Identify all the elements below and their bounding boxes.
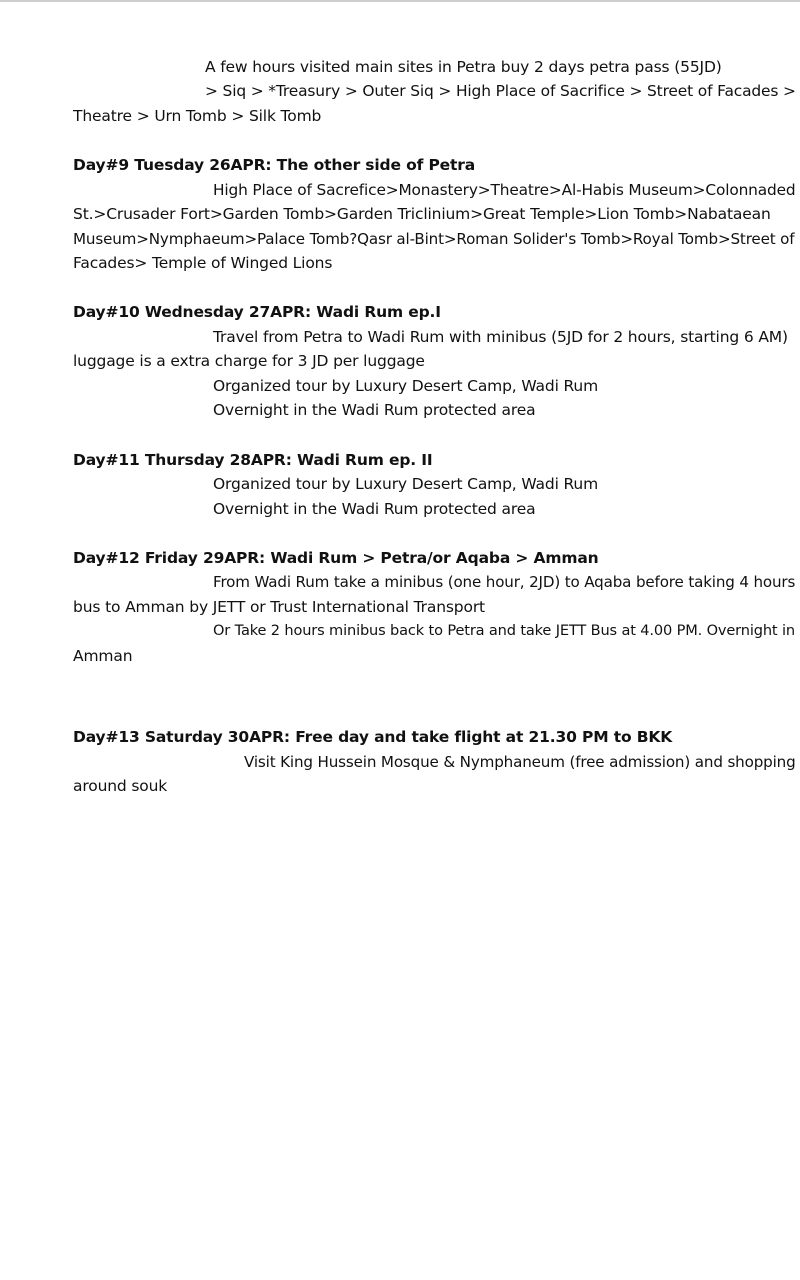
itinerary-line: Visit King Hussein Mosque & Nymphaneum (free admission) and shopping — [244, 753, 796, 771]
itinerary-line: St.>Crusader Fort>Garden Tomb>Garden Triclinium>Great Temple>Lion Tomb>Nabataean — [73, 205, 771, 223]
itinerary-line: Organized tour by Luxury Desert Camp, Wadi Rum — [213, 377, 599, 395]
itinerary-line: Or Take 2 hours minibus back to Petra and take JETT Bus at 4.00 PM. Overnight in — [213, 622, 795, 639]
day-heading: Day#11 Thursday 28APR: Wadi Rum ep. II — [73, 451, 433, 469]
itinerary-line: Overnight in the Wadi Rum protected area — [213, 401, 536, 419]
itinerary-line: Organized tour by Luxury Desert Camp, Wadi Rum — [213, 475, 599, 493]
itinerary-line: High Place of Sacrefice>Monastery>Theatre>Al-Habis Museum>Colonnaded — [213, 181, 796, 199]
itinerary-line: Amman — [73, 647, 133, 665]
itinerary-line: Facades> Temple of Winged Lions — [73, 254, 333, 272]
day-heading: Day#10 Wednesday 27APR: Wadi Rum ep.I — [73, 303, 441, 321]
itinerary-line: Overnight in the Wadi Rum protected area — [213, 500, 536, 518]
itinerary-line: bus to Amman by JETT or Trust International Transport — [73, 598, 485, 616]
intro-line: Theatre > Urn Tomb > Silk Tomb — [73, 107, 322, 125]
itinerary-line: around souk — [73, 777, 168, 795]
day-heading: Day#9 Tuesday 26APR: The other side of Petra — [73, 156, 476, 174]
itinerary-line: Travel from Petra to Wadi Rum with minibus (5JD for 2 hours, starting 6 AM) — [213, 328, 788, 346]
itinerary-line: luggage is a extra charge for 3 JD per luggage — [73, 352, 425, 370]
day-heading: Day#12 Friday 29APR: Wadi Rum > Petra/or Aqaba > Amman — [73, 549, 599, 567]
day-heading: Day#13 Saturday 30APR: Free day and take flight at 21.30 PM to BKK — [73, 728, 673, 746]
itinerary-line: Museum>Nymphaeum>Palace Tomb?Qasr al-Bint>Roman Solider's Tomb>Royal Tomb>Street of — [73, 230, 795, 248]
intro-line: > Siq > *Treasury > Outer Siq > High Place of Sacrifice > Street of Facades > — [205, 82, 796, 100]
intro-line: A few hours visited main sites in Petra buy 2 days petra pass (55JD) — [205, 58, 722, 76]
itinerary-line: From Wadi Rum take a minibus (one hour, 2JD) to Aqaba before taking 4 hours — [213, 573, 796, 591]
